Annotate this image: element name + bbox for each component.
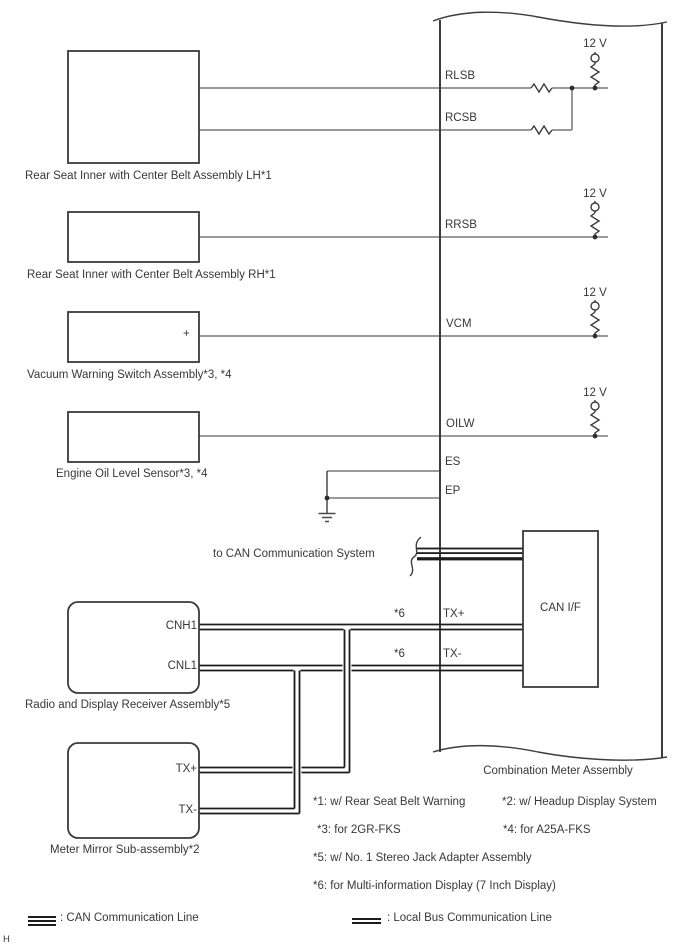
legend-can-label: : CAN Communication Line [60, 912, 199, 924]
radio-pin-cnh1: CNH1 [165, 620, 197, 632]
caption-rear-seat-rh: Rear Seat Inner with Center Belt Assembly RH*1 [27, 269, 276, 281]
meter-bottom-wave [433, 746, 667, 761]
supply-label-3: 12 V [583, 287, 607, 299]
plus-sign: + [183, 328, 190, 340]
resistor-rlsb [531, 84, 552, 92]
pin-rrsb: RRSB [445, 219, 477, 231]
supply-terminal-1 [591, 54, 599, 62]
caption-radio-receiver: Radio and Display Receiver Assembly*5 [25, 699, 231, 711]
ref6-txp: *6 [394, 608, 405, 620]
supply-terminal-2 [591, 203, 599, 211]
footnote-5: *5: w/ No. 1 Stereo Jack Adapter Assembly [313, 852, 532, 864]
caption-vacuum-switch: Vacuum Warning Switch Assembly*3, *4 [27, 369, 232, 381]
caption-rear-seat-lh: Rear Seat Inner with Center Belt Assembly LH*1 [25, 170, 272, 182]
can-bus [410, 537, 523, 576]
supply-label-1: 12 V [583, 38, 607, 50]
supply-terminal-4 [591, 402, 599, 410]
junction-dots [325, 86, 598, 501]
footnote-2: *2: w/ Headup Display System [502, 796, 657, 808]
series-resistors [531, 84, 552, 134]
supply-resistor-4 [591, 412, 599, 436]
box-rear-seat-lh [68, 51, 199, 163]
box-rear-seat-rh [68, 212, 199, 262]
box-meter-mirror [68, 743, 199, 838]
meter-top-wave [433, 12, 667, 26]
resistor-rcsb [531, 126, 552, 134]
bus-break-mark [410, 537, 421, 576]
pin-rlsb: RLSB [445, 70, 476, 82]
caption-oil-level-sensor: Engine Oil Level Sensor*3, *4 [56, 468, 208, 480]
footnote-4: *4: for A25A-FKS [503, 824, 591, 836]
can-system-note: to CAN Communication System [213, 548, 375, 560]
supply-12v-group [591, 52, 599, 436]
meter-caption: Combination Meter Assembly [483, 765, 633, 777]
supply-label-2: 12 V [583, 188, 607, 200]
box-oil-level-sensor [68, 412, 199, 462]
supply-resistor-1 [591, 64, 599, 88]
caption-meter-mirror: Meter Mirror Sub-assembly*2 [50, 844, 200, 856]
pin-oilw: OILW [446, 418, 475, 430]
pin-ep: EP [445, 485, 461, 497]
can-line-icon [28, 916, 56, 926]
footnote-1: *1: w/ Rear Seat Belt Warning [313, 796, 466, 808]
box-vacuum-switch [68, 312, 199, 362]
pin-txm: TX- [443, 648, 462, 660]
supply-resistor-2 [591, 213, 599, 237]
local-bus-line-icon [352, 918, 381, 925]
pin-rcsb: RCSB [445, 112, 477, 124]
pin-es: ES [445, 456, 461, 468]
ref6-txm: *6 [394, 648, 405, 660]
mirror-pin-txp: TX+ [175, 763, 197, 775]
local-bus [199, 625, 523, 814]
wire-rcsb [199, 88, 572, 130]
page-marker: H [3, 934, 10, 945]
radio-pin-cnl1: CNL1 [167, 660, 197, 672]
pin-txp: TX+ [443, 608, 465, 620]
box-radio-receiver [68, 602, 199, 693]
supply-resistor-3 [591, 312, 599, 336]
footnote-3: *3: for 2GR-FKS [317, 824, 401, 836]
mirror-pin-txm: TX- [178, 804, 197, 816]
pin-vcm: VCM [446, 318, 472, 330]
footnote-6: *6: for Multi-information Display (7 Inch Display) [313, 880, 556, 892]
can-if-label: CAN I/F [540, 602, 581, 614]
supply-terminal-3 [591, 302, 599, 310]
signal-wires [199, 88, 608, 498]
supply-label-4: 12 V [583, 387, 607, 399]
legend-local-bus-label: : Local Bus Communication Line [387, 912, 552, 924]
